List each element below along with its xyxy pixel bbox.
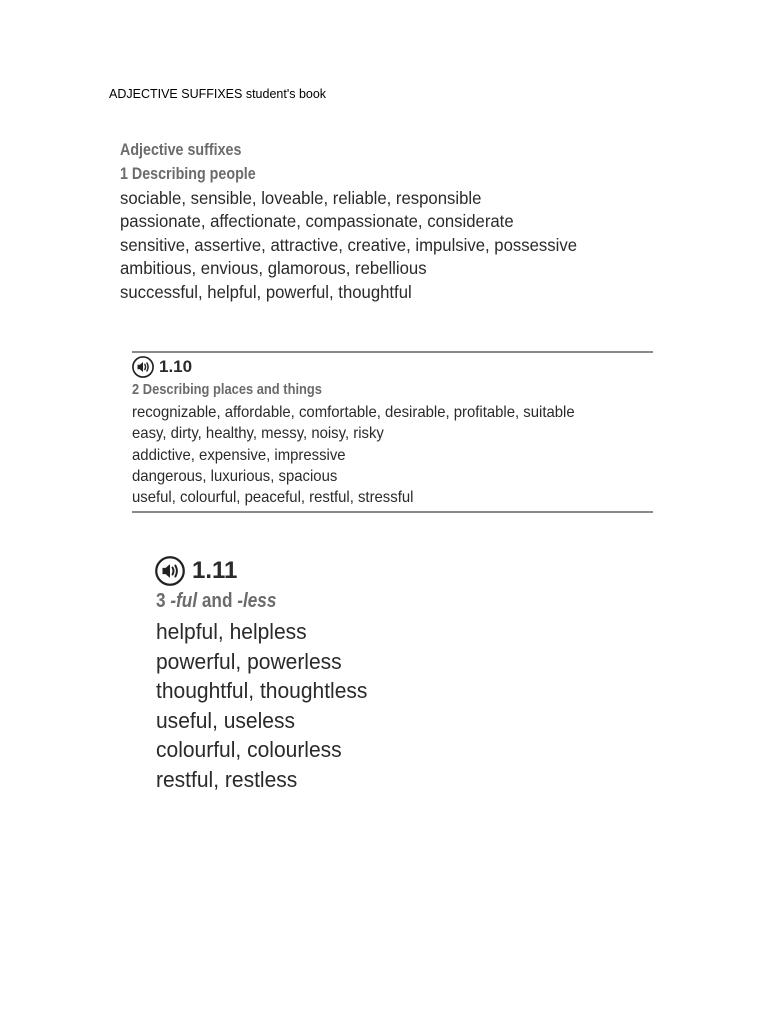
word-pair-line: useful, useless	[156, 707, 295, 733]
word-list-line: addictive, expensive, impressive	[132, 446, 346, 464]
word-pair-line: restful, restless	[156, 766, 298, 792]
section-3-word-list	[156, 617, 367, 795]
document-header: ADJECTIVE SUFFIXES student's book	[109, 87, 327, 101]
section-2-top-divider	[132, 351, 653, 353]
suffix-less: -less	[237, 590, 277, 612]
word-list-line: sensitive, assertive, attractive, creative, impulsive, possessive	[120, 234, 577, 255]
word-list-line: passionate, affectionate, compassionate, considerate	[120, 211, 514, 232]
heading-number: 3	[156, 590, 171, 612]
word-list-line: dangerous, luxurious, spacious	[132, 467, 338, 485]
word-list-line: useful, colourful, peaceful, restful, stressful	[132, 489, 414, 507]
audio-speaker-icon[interactable]	[132, 356, 154, 378]
section-2-word-list	[132, 402, 575, 508]
word-pair-line: colourful, colourless	[156, 737, 342, 763]
word-list-line: successful, helpful, powerful, thoughtful	[120, 281, 412, 302]
section-1-word-list	[120, 187, 577, 304]
heading-joiner: and	[197, 590, 238, 612]
word-list-line: sociable, sensible, loveable, reliable, responsible	[120, 188, 482, 208]
track-number: 1.11	[192, 557, 238, 584]
section-2-heading: 2 Describing places and things	[132, 381, 322, 398]
section-3-audio-track[interactable]	[155, 556, 237, 586]
page-title: Adjective suffixes	[120, 140, 242, 159]
section-2-audio-track[interactable]	[132, 356, 192, 378]
section-3-heading	[156, 590, 276, 613]
track-number: 1.10	[159, 357, 193, 376]
audio-speaker-icon[interactable]	[155, 556, 185, 586]
word-pair-line: thoughtful, thoughtless	[156, 678, 368, 704]
section-2-bottom-divider	[132, 511, 653, 513]
word-pair-line: helpful, helpless	[156, 619, 307, 644]
suffix-ful: -ful	[170, 590, 198, 612]
word-list-line: ambitious, envious, glamorous, rebellious	[120, 258, 427, 279]
word-list-line: recognizable, affordable, comfortable, desirable, profitable, suitable	[132, 404, 575, 421]
section-1-heading: 1 Describing people	[120, 164, 256, 183]
word-list-line: easy, dirty, healthy, messy, noisy, risky	[132, 425, 384, 443]
word-pair-line: powerful, powerless	[156, 648, 342, 674]
